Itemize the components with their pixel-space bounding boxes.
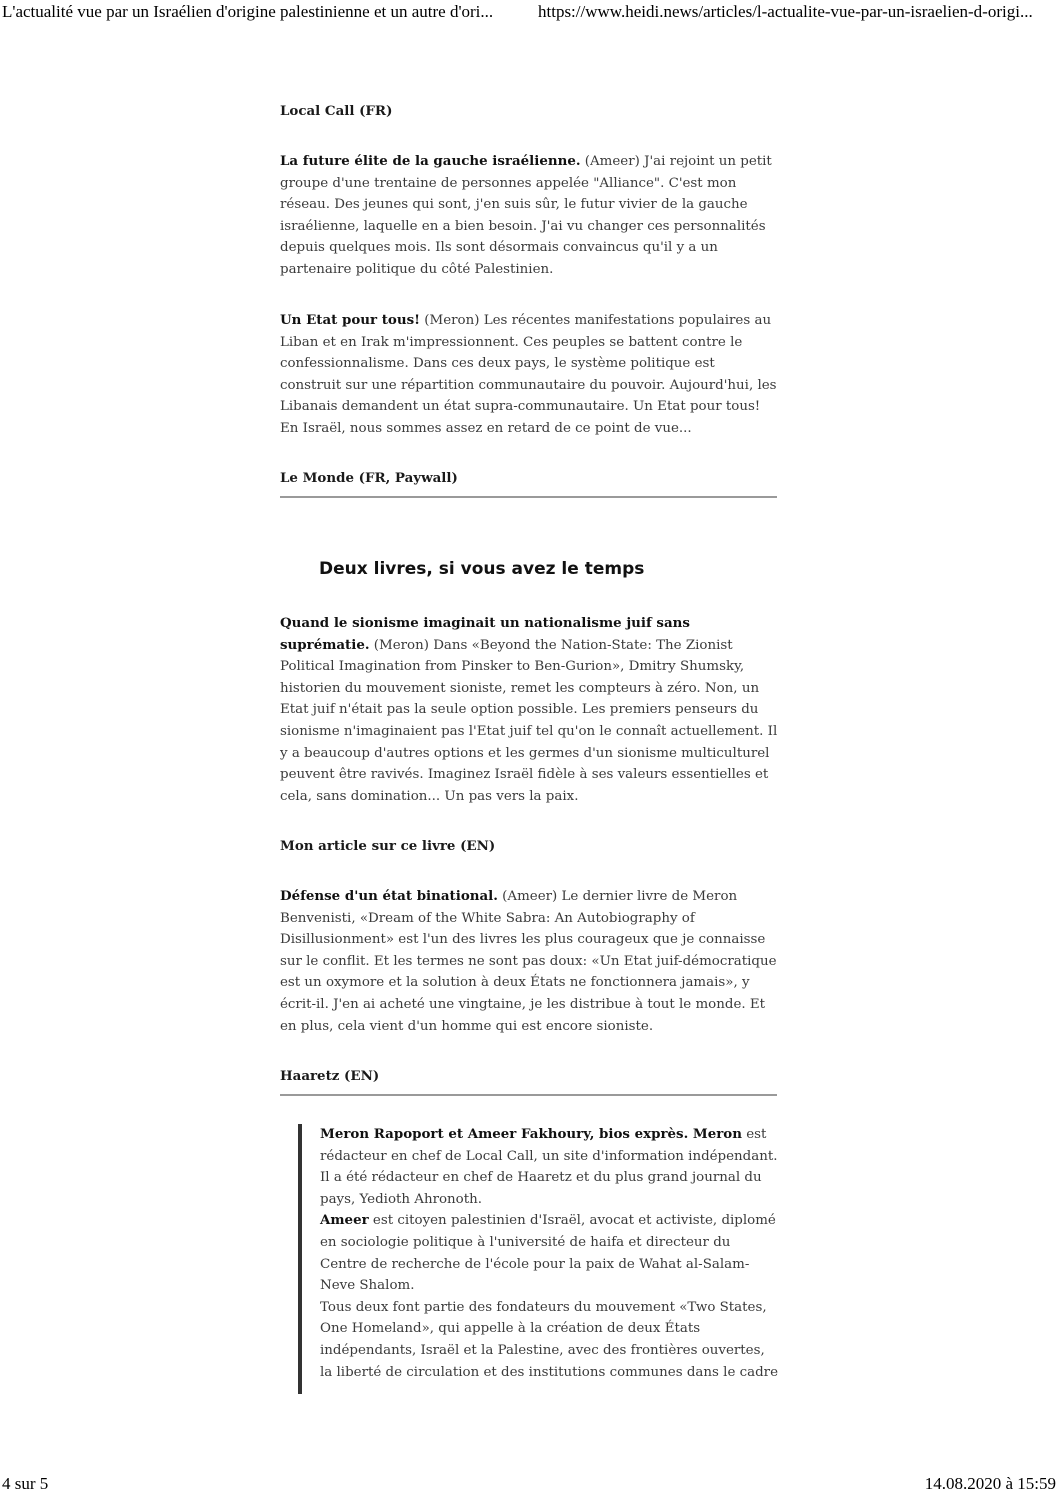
paragraph-text: (Meron) Dans «Beyond the Nation-State: The Zionist Political Imagination from Pinsker to Ben-Gurion», Dmitry Shumsky, historien du mouvement sioniste, remet les compteurs à zéro. Non, un Etat juif n'était pas la seule option possible. Les premiers penseurs du sionisme n'imaginaient pas l'Etat juif tel qu'on le connaît actuellement. Il y a beaucoup d'autres options et les germes d'un sionisme multiculturel peuvent être ravivés. Imaginez Israël fidèle à ses valeurs essentielles et cela, sans domination... Un pas vers la paix. bbox=[280, 637, 778, 804]
source-link-mon-article[interactable]: Mon article sur ce livre (EN) bbox=[280, 838, 496, 854]
page-number: 4 sur 5 bbox=[2, 1474, 49, 1493]
paragraph-etat-pour-tous bbox=[280, 310, 780, 440]
section-heading: Deux livres, si vous avez le temps bbox=[319, 559, 645, 579]
paragraph-sionisme bbox=[280, 613, 780, 807]
bio-ameer bbox=[320, 1210, 778, 1296]
bio-both: Tous deux font partie des fondateurs du mouvement «Two States, One Homeland», qui appelle à la création de deux États indépendants, Israël et la Palestine, avec des frontières ouvertes, la liberté de circulation et des institutions communes dans le cadre bbox=[320, 1299, 778, 1380]
paragraph-binational bbox=[280, 886, 780, 1037]
paragraph-alliance bbox=[280, 151, 780, 281]
bio-text: est citoyen palestinien d'Israël, avocat et activiste, diplomé en sociologie politique à l'université de haifa et directeur du Centre de recherche de l'école pour la paix de Wahat al-Salam-Neve Shalom. bbox=[320, 1213, 776, 1294]
source-link-local-call[interactable]: Local Call (FR) bbox=[280, 103, 393, 119]
print-datetime: 14.08.2020 à 15:59 bbox=[924, 1474, 1056, 1493]
paragraph-text: (Ameer) J'ai rejoint un petit groupe d'une trentaine de personnes appelée "Alliance". C'est mon réseau. Des jeunes qui sont, j'en suis sûr, le futur vivier de la gauche israélienne, laquelle en a bien besoin. J'ai vu changer ces personnalités depuis quelques mois. Ils sont désormais convaincus qu'il y a un partenaire politique du côté Palestinien. bbox=[280, 154, 772, 277]
bio-lead: Meron Rapoport et Ameer Fakhoury, bios exprès. Meron bbox=[320, 1126, 742, 1142]
paragraph-text: (Meron) Les récentes manifestations populaires au Liban et en Irak m'impressionnent. Ces peuples se battent contre le confessionnalisme. Dans ces deux pays, le système politique est construit sur une répartition communautaire du pouvoir. Aujourd'hui, les Libanais demandent un état supra-communautaire. Un Etat pour tous! En Israël, nous sommes assez en retard de ce point de vue... bbox=[280, 313, 777, 436]
paragraph-lead: Quand le sionisme imaginait un nationalisme juif sans suprématie. bbox=[280, 615, 690, 653]
bio-meron bbox=[320, 1124, 778, 1210]
bio-blockquote bbox=[298, 1124, 778, 1394]
print-header-title: L'actualité vue par un Israélien d'origine palestinienne et un autre d'ori... bbox=[2, 2, 494, 21]
print-header bbox=[0, 0, 1058, 24]
paragraph-text: (Ameer) Le dernier livre de Meron Benvenisti, «Dream of the White Sabra: An Autobiography of Disillusionment» est l'un des livres les plus courageux que je connaisse sur le conflit. Et les termes ne sont pas doux: «Un Etat juif-démocratique est un oxymore et la solution à deux États ne fonctionnera jamais», y écrit-il. J'en ai acheté une vingtaine, je les distribue à tout le monde. Et en plus, cela vient d'un homme qui est encore sioniste. bbox=[280, 889, 777, 1034]
paragraph-lead: La future élite de la gauche israélienne. bbox=[280, 153, 581, 169]
source-link-le-monde[interactable]: Le Monde (FR, Paywall) bbox=[280, 470, 458, 486]
print-header-url: https://www.heidi.news/articles/l-actualite-vue-par-un-israelien-d-origi... bbox=[538, 2, 1033, 21]
section-divider bbox=[280, 1094, 777, 1096]
bio-text: est rédacteur en chef de Local Call, un site d'information indépendant. Il a été rédacteur en chef de Haaretz et du plus grand journal du pays, Yedioth Ahronoth. bbox=[320, 1127, 778, 1207]
paragraph-lead: Un Etat pour tous! bbox=[280, 312, 421, 328]
print-footer bbox=[0, 1474, 1058, 1496]
bio-lead: Ameer bbox=[320, 1212, 369, 1229]
section-divider bbox=[280, 496, 777, 498]
source-link-haaretz[interactable]: Haaretz (EN) bbox=[280, 1068, 380, 1084]
paragraph-lead: Défense d'un état binational. bbox=[280, 888, 498, 904]
